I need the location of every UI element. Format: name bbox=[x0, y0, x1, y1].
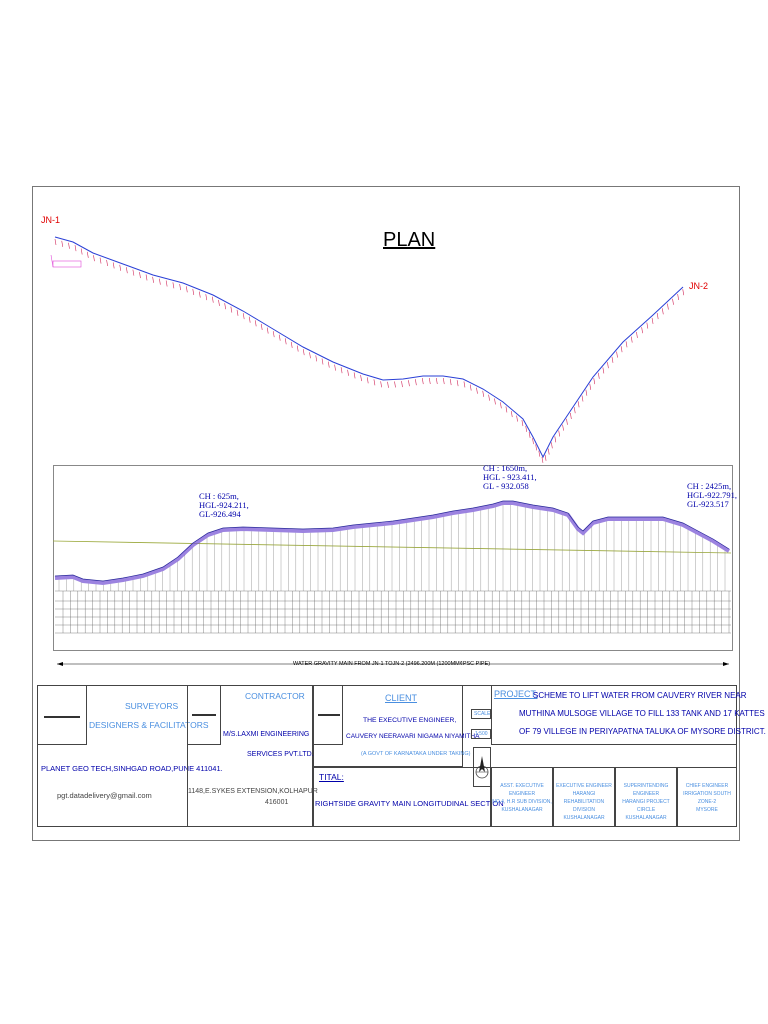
contractor-address1: 1148,E.SYKES EXTENSION,KOLHAPUR bbox=[188, 788, 318, 795]
signatory-chief-engineer bbox=[677, 767, 737, 827]
signatory-office: HARANGI PROJECT CIRCLE bbox=[622, 799, 670, 813]
client-line3: (A GOVT OF KARNATAKA UNDER TAKING) bbox=[361, 751, 471, 757]
signatory-executive-engineer bbox=[553, 767, 615, 827]
contractor-name-line1: M/S.LAXMI ENGINEERING bbox=[223, 731, 310, 738]
junction-2-label: JN-2 bbox=[689, 281, 709, 291]
junction-1-label: JN-1 bbox=[41, 215, 61, 225]
client-label: CLIENT bbox=[385, 693, 418, 703]
surveyor-logo-box bbox=[37, 685, 87, 745]
signatory-place: MYSORE bbox=[696, 807, 718, 813]
signatory-office: NO.4, H.R SUB DIVISION, bbox=[492, 799, 552, 805]
longitudinal-section bbox=[33, 463, 741, 653]
signatory-office: IRRIGATION SOUTH ZONE-2 bbox=[683, 791, 731, 805]
signatory-superintending-engineer bbox=[615, 767, 677, 827]
surveyor-logo bbox=[44, 716, 80, 718]
signatory-place: KUSHALANAGAR bbox=[625, 815, 667, 821]
surveyors-label: SURVEYORS bbox=[125, 701, 179, 711]
surveyor-email[interactable]: pgt.datadelivery@gmail.com bbox=[57, 791, 152, 800]
project-line1: SCHEME TO LIFT WATER FROM CAUVERY RIVER NEAR bbox=[533, 691, 747, 700]
drawing-sheet bbox=[32, 186, 766, 841]
project-line2: MUTHINA MULSOGE VILLAGE TO FILL 133 TANK AND 17 KATTES bbox=[519, 709, 765, 718]
client-logo-box bbox=[313, 685, 343, 745]
plan-title: PLAN bbox=[383, 229, 436, 251]
contractor-name-line2: SERVICES PVT.LTD. bbox=[247, 751, 314, 758]
pipe-description: WATER GRAVITY MAIN FROM JN-1 TOJN-2 (2496.200M (1200MM¢PSC PIPE) bbox=[293, 661, 491, 667]
contractor-address2: 416001 bbox=[265, 799, 289, 806]
scale-value-box bbox=[471, 729, 491, 739]
tital-label: TITAL: bbox=[319, 772, 344, 782]
signatories-row bbox=[491, 767, 737, 827]
signatory-title: SUPERINTENDING ENGINEER bbox=[623, 783, 669, 797]
surveyor-address: PLANET GEO TECH,SINHGAD ROAD,PUNE 411041. bbox=[41, 764, 223, 773]
signatory-title: EXECUTIVE ENGINEER bbox=[556, 783, 612, 789]
compass-icon bbox=[474, 748, 490, 786]
scale-label-box bbox=[471, 709, 491, 719]
signatory-asst-executive-engineer bbox=[491, 767, 553, 827]
tital-value: RIGHTSIDE GRAVITY MAIN LONGITUDINAL SECTION bbox=[315, 799, 504, 808]
designers-label: DESIGNERS & FACILITATORS bbox=[89, 720, 209, 730]
scale-label: SCALE bbox=[474, 711, 491, 717]
annotation-ch-625: CH : 625m, HGL-924.211, GL-926.494 bbox=[199, 491, 249, 519]
client-line2: CAUVERY NEERAVARI NIGAMA NIYAMITHA bbox=[346, 733, 480, 740]
client-logo bbox=[318, 714, 340, 716]
scale-value: 1:500 bbox=[475, 731, 488, 737]
signatory-place: KUSHALANAGAR bbox=[563, 815, 605, 821]
plan-alignment bbox=[33, 187, 741, 467]
project-line3: OF 79 VILLEGE IN PERIYAPATNA TALUKA OF MYSORE DISTRICT. bbox=[519, 727, 766, 736]
signatory-place: KUSHALANAGAR bbox=[501, 807, 543, 813]
project-label: PROJECT: bbox=[494, 689, 538, 699]
annotation-ch-1650: CH : 1650m, HGL - 923.411, GL - 932.058 bbox=[483, 463, 537, 491]
contractor-logo bbox=[192, 714, 216, 716]
north-arrow-box bbox=[473, 747, 491, 787]
contractor-logo-box bbox=[187, 685, 221, 745]
signatory-title: ASST. EXECUTIVE ENGINEER bbox=[500, 783, 544, 797]
client-line1: THE EXECUTIVE ENGINEER, bbox=[363, 717, 457, 724]
contractor-label: CONTRACTOR bbox=[245, 691, 305, 701]
annotation-ch-2425: CH : 2425m, HGL-922.791, GL-923.517 bbox=[687, 481, 738, 509]
pipe-length-arrow bbox=[33, 658, 741, 670]
signatory-title: CHIEF ENGINEER bbox=[685, 783, 729, 789]
signatory-office: HARANGI REHABILITATION DIVISION bbox=[563, 791, 605, 813]
